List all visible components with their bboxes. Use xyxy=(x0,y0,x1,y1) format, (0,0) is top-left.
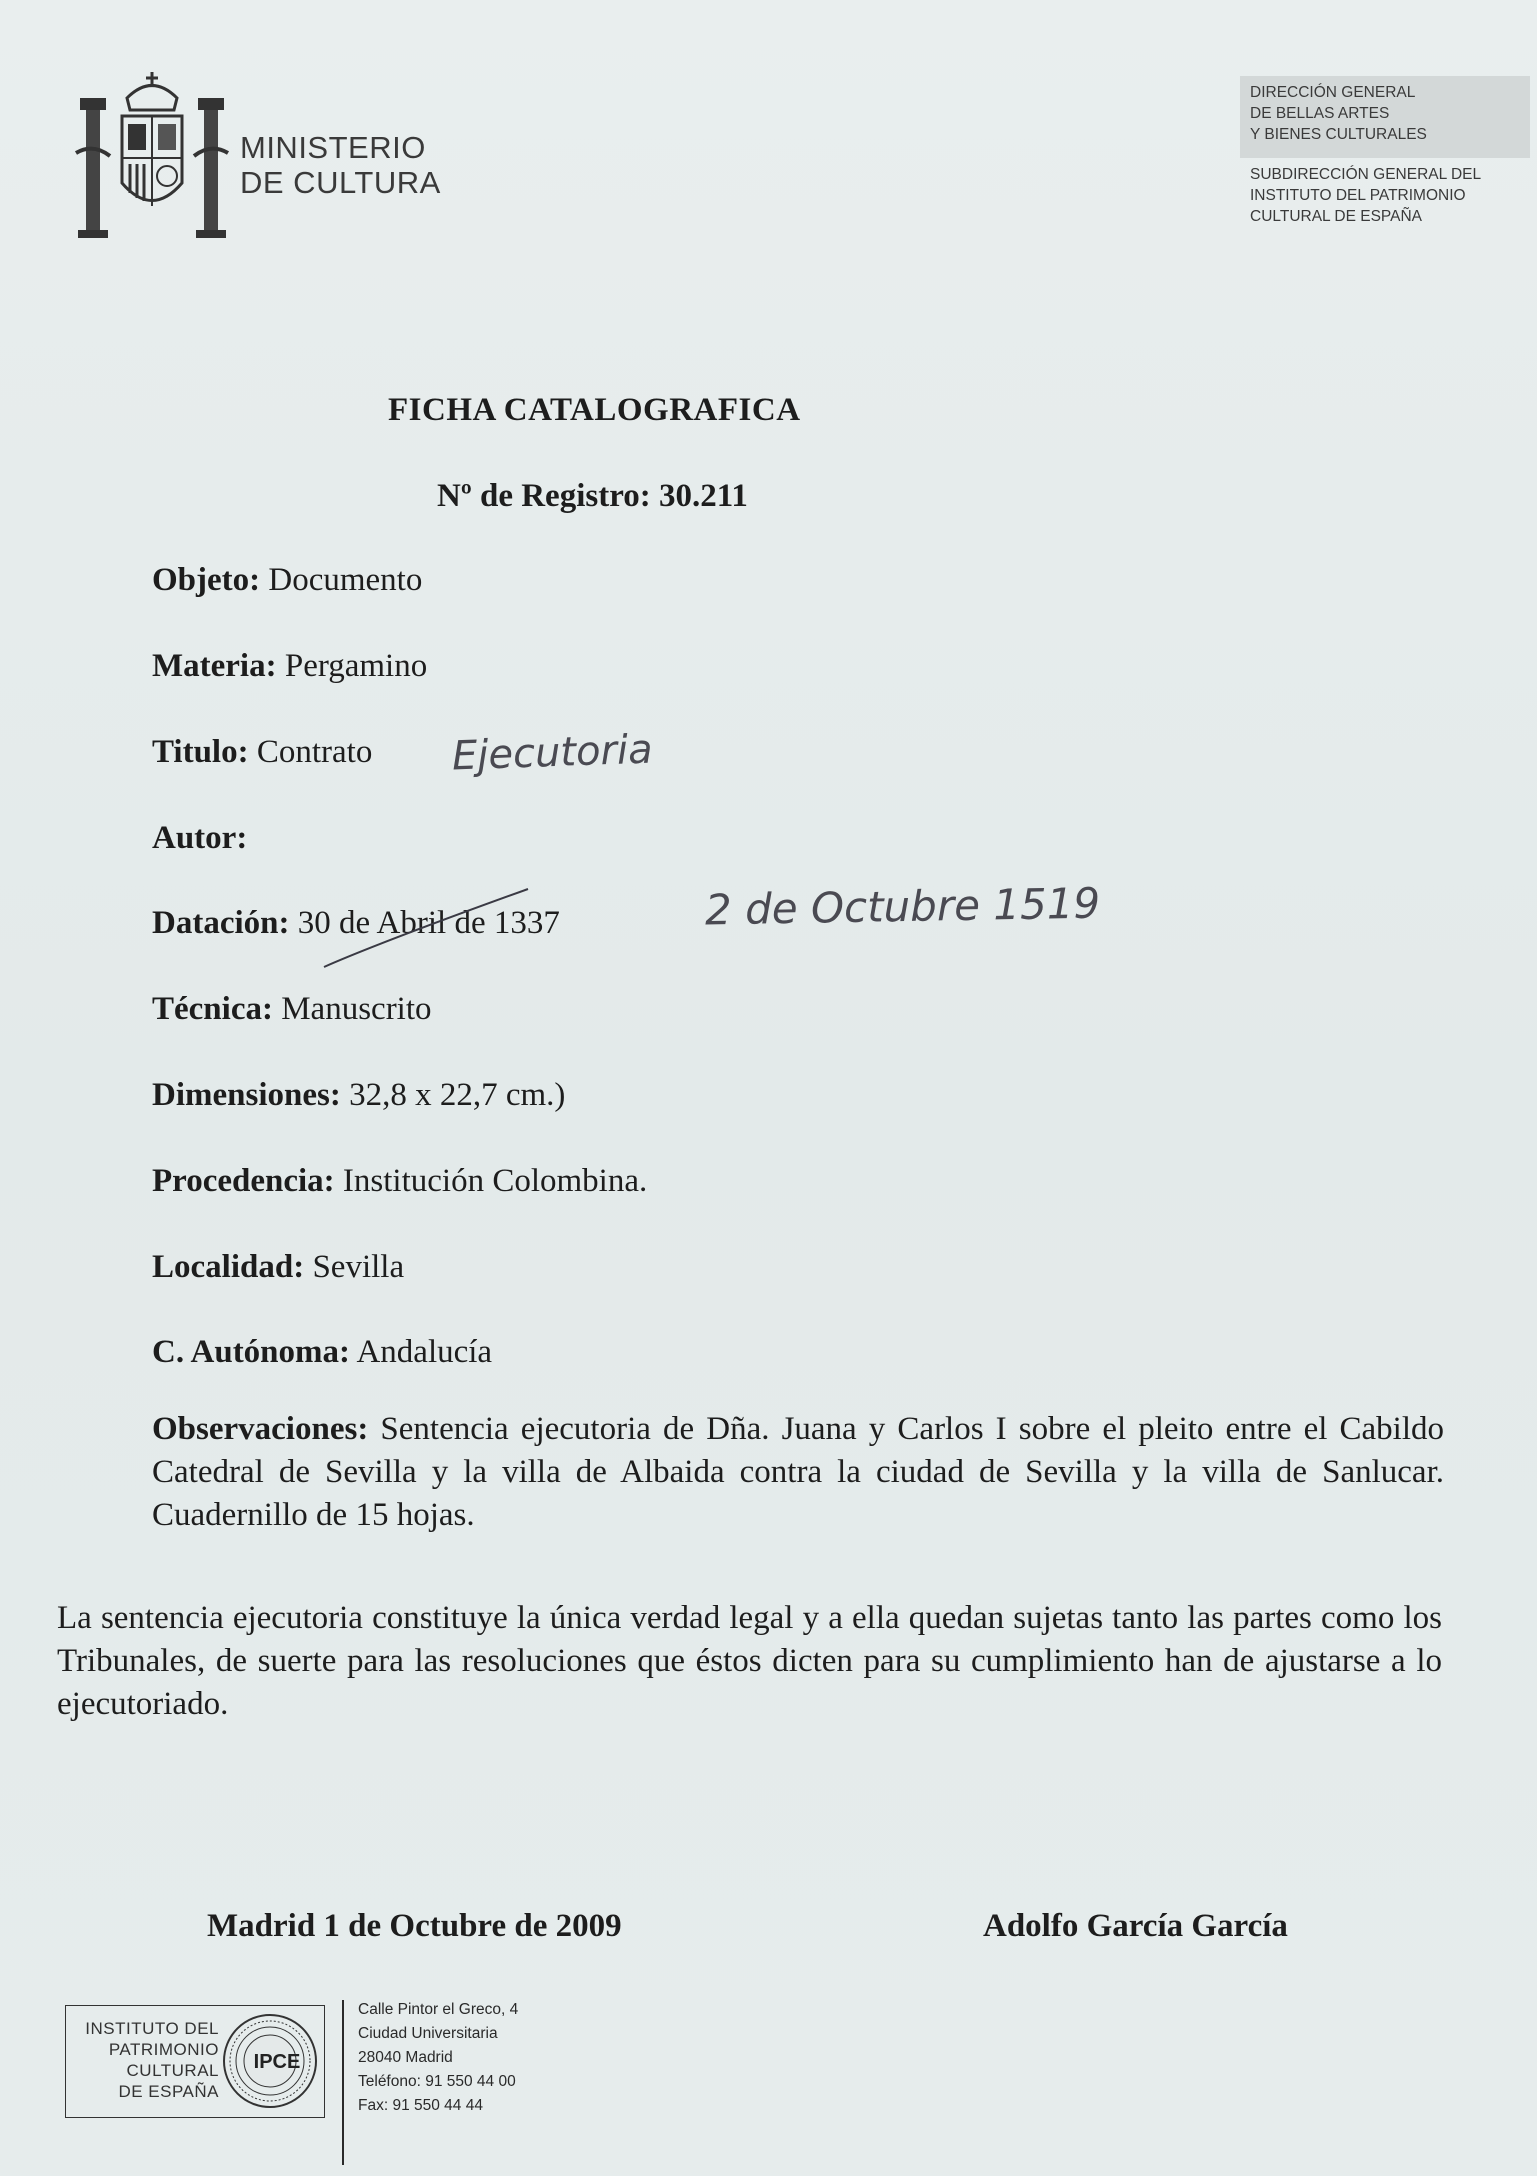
address-block xyxy=(358,1998,518,2118)
signature-name: Adolfo García García xyxy=(983,1908,1288,1944)
field-value: Sevilla xyxy=(304,1249,405,1285)
field-label: Objeto: xyxy=(152,562,261,598)
field-objeto xyxy=(152,562,422,599)
ipce-seal-icon xyxy=(221,2012,319,2110)
field-value: 32,8 x 22,7 cm.) xyxy=(340,1077,566,1113)
directorate-line: DIRECCIÓN GENERAL xyxy=(1250,84,1416,101)
field-label: Titulo: xyxy=(152,734,249,770)
document-title: FICHA CATALOGRAFICA xyxy=(388,392,801,428)
institute-line: INSTITUTO DEL xyxy=(85,2019,219,2038)
address-line: 28040 Madrid xyxy=(358,2049,453,2066)
subdirectorate-line: SUBDIRECCIÓN GENERAL DEL xyxy=(1250,166,1482,183)
field-value: 30 de Abril de 1337 xyxy=(289,905,560,941)
fax-line: Fax: 91 550 44 44 xyxy=(358,2097,483,2114)
address-line: Ciudad Universitaria xyxy=(358,2025,498,2042)
field-value: Documento xyxy=(260,562,423,598)
field-value: Pergamino xyxy=(276,648,428,684)
directorate-line: DE BELLAS ARTES xyxy=(1250,105,1390,122)
directorate-box xyxy=(1240,76,1530,158)
field-label: Dimensiones: xyxy=(152,1077,341,1113)
field-label: Materia: xyxy=(152,648,277,684)
observaciones-paragraph xyxy=(152,1408,1444,1537)
address-line: Calle Pintor el Greco, 4 xyxy=(358,2001,519,2018)
subdirectorate-line: INSTITUTO DEL PATRIMONIO xyxy=(1250,187,1466,204)
field-label: Datación: xyxy=(152,905,290,941)
observaciones-text: Sentencia ejecutoria de Dña. Juana y Carlos I sobre el pleito entre el Cabildo Catedral de Sevilla y la villa de Albaida contra la ciudad de Sevilla y la villa de Sanlucar. Cuadernillo de 15 hojas. xyxy=(152,1411,1444,1533)
directorate-line: Y BIENES CULTURALES xyxy=(1250,126,1427,143)
phone-line: Teléfono: 91 550 44 00 xyxy=(358,2073,516,2090)
field-label: Localidad: xyxy=(152,1249,305,1285)
field-materia xyxy=(152,648,427,685)
field-label: Autor: xyxy=(152,820,248,856)
ministry-line: MINISTERIO xyxy=(240,130,426,165)
institute-line: DE ESPAÑA xyxy=(118,2082,219,2101)
institute-line: CULTURAL xyxy=(126,2061,219,2080)
field-comunidad-autonoma xyxy=(152,1334,492,1371)
ipce-logo-box xyxy=(65,2005,325,2118)
field-value: Andalucía xyxy=(350,1334,493,1370)
signature-place-date: Madrid 1 de Octubre de 2009 xyxy=(207,1908,622,1944)
legal-note-paragraph: La sentencia ejecutoria constituye la única verdad legal y a ella quedan sujetas tanto las partes como los Tribunales, de suerte para las resoluciones que éstos dicten para su cumplimiento han de ajustarse a lo ejecutoriado. xyxy=(57,1600,1442,1722)
handwritten-datacion-note: 2 de Octubre 1519 xyxy=(704,878,1101,935)
ministry-name xyxy=(240,130,441,200)
subdirectorate-block xyxy=(1250,164,1530,227)
ministry-logo xyxy=(72,68,492,248)
field-label: Procedencia: xyxy=(152,1163,335,1199)
subdirectorate-line: CULTURAL DE ESPAÑA xyxy=(1250,208,1422,225)
ipce-seal-label: IPCE xyxy=(253,2051,301,2073)
coat-of-arms-icon xyxy=(72,68,232,248)
field-titulo xyxy=(152,734,372,771)
field-value: Institución Colombina. xyxy=(334,1163,648,1199)
observaciones-label: Observaciones: xyxy=(152,1411,369,1447)
field-autor xyxy=(152,820,247,857)
field-tecnica xyxy=(152,991,432,1028)
footer-divider xyxy=(342,2000,344,2165)
institute-line: PATRIMONIO xyxy=(108,2040,219,2059)
handwritten-titulo-note: Ejecutoria xyxy=(451,726,654,780)
registration-number: Nº de Registro: 30.211 xyxy=(437,478,748,514)
field-label: Técnica: xyxy=(152,991,273,1027)
field-dimensiones xyxy=(152,1077,565,1114)
field-procedencia xyxy=(152,1163,647,1200)
institute-name xyxy=(74,2018,219,2102)
field-localidad xyxy=(152,1249,404,1286)
strikethrough-mark xyxy=(318,885,538,975)
ministry-line: DE CULTURA xyxy=(240,165,441,200)
field-value: Contrato xyxy=(248,734,373,770)
field-value: Manuscrito xyxy=(272,991,432,1027)
field-label: C. Autónoma: xyxy=(152,1334,351,1370)
